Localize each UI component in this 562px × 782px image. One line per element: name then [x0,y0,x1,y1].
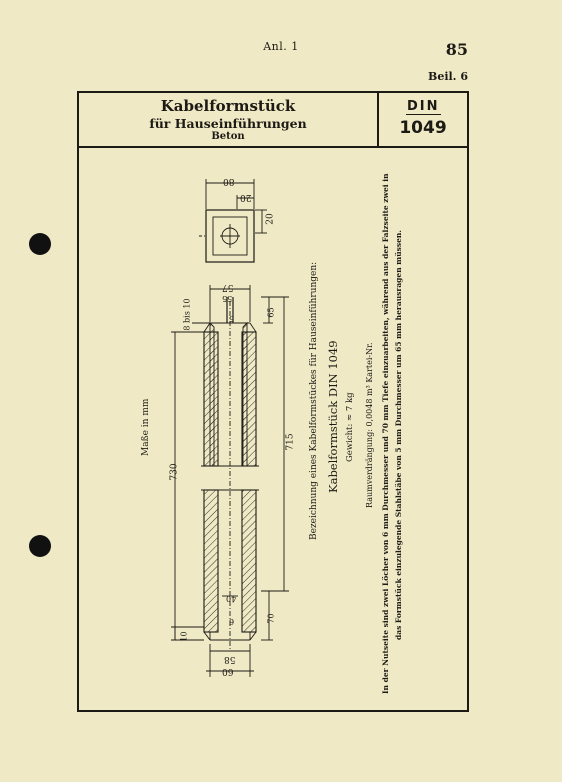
document-subtitle: für Hauseinführungen [149,116,307,131]
material-label: Beton [211,131,245,142]
dim-inner-bottom: 40 [226,594,237,603]
left-wall-upper [204,332,218,466]
space-displacement: Raumverdrängung: 0,0048 m³ Kartei-Nr. [365,342,374,508]
designation: Kabelformstück DIN 1049 [326,340,340,493]
weight: Gewicht: ≈ 7 kg [345,392,355,462]
dim-top-edge: 20 [240,192,252,202]
dim-bottom-inner: 58 [224,654,236,664]
units-note: Maße in mm [141,398,151,456]
dim-chamfer: 8 bis 10 [182,298,192,331]
note-line-2: das Formstück einzulegende Stahlstäbe von 5 mm Durchmesser um 65 mm herausragen müssen. [394,230,403,640]
dim-top-depth: 65 [266,307,276,318]
supplement-label: Beil. 6 [428,70,468,83]
dim-dia-top: 5 [229,314,235,323]
annex-label: Anl. 1 [263,40,299,53]
dim-dia-bottom: 6 [229,617,235,626]
note-line-1: In der Nutseite sind zwei Löcher von 6 mm Durchmesser und 70 mm Tiefe einzuarbeiten, während aus der Falzseite zwei in [381,173,390,694]
dim-top-width: 80 [223,176,235,186]
dim-neck-width: 57 [222,282,234,292]
document-title: Kabelformstück [160,97,296,115]
dim-inner-top: 55 [222,294,233,303]
dim-inner-length: 715 [285,433,296,451]
dim-bottom-depth: 70 [266,613,276,624]
dim-top-side: 20 [265,213,276,225]
page-number: 85 [445,40,468,59]
punch-hole-bottom [29,535,51,557]
dim-bottom-edge: 10 [179,631,189,642]
punch-hole-top [29,233,51,255]
standard-label: DIN [407,99,440,114]
dim-total-length: 730 [169,463,180,481]
right-wall-lower [242,490,256,632]
designation-intro: Bezeichnung eines Kabelformstückes für Hauseinführungen: [309,261,319,540]
left-wall-lower [204,490,218,632]
dim-bottom-width: 60 [222,666,234,676]
standard-number: 1049 [399,118,447,138]
right-wall-upper [242,332,256,466]
